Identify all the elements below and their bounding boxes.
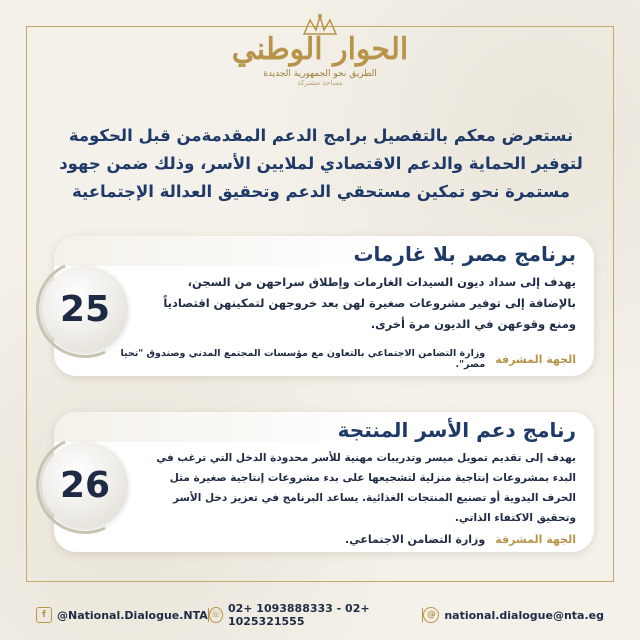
program-card <box>54 236 594 376</box>
intro-paragraph <box>40 122 602 206</box>
social-handle[interactable] <box>36 607 208 623</box>
intro-line: لتوفير الحماية والدعم الاقتصادي لملايين الأسر، وذلك ضمن جهود <box>59 154 583 173</box>
email-text: national.dialogue@nta.eg <box>444 608 604 622</box>
social-handle-text: @National.Dialogue.NTA <box>57 608 208 622</box>
brand-title: الحوار الوطني <box>231 32 409 67</box>
program-number-badge <box>42 266 128 352</box>
email-icon: @ <box>423 607 439 623</box>
sponsor-label: الجهة المشرفة <box>495 533 576 546</box>
program-number: 25 <box>59 288 111 330</box>
brand-tagline: مساحة مشتركة <box>297 79 343 87</box>
intro-line: مستمرة نحو تمكين مستحقي الدعم وتحقيق العدالة الإجتماعية <box>72 182 570 201</box>
facebook-icon: f <box>36 607 52 623</box>
sponsor-row <box>114 533 576 546</box>
sponsor-value: وزارة التضامن الاجتماعي. <box>345 533 486 546</box>
brand-subtitle: الطريق نحو الجمهورية الجديدة <box>263 69 377 79</box>
contact-footer <box>36 604 604 626</box>
phone-numbers[interactable] <box>209 602 423 628</box>
brand-logo <box>0 12 640 112</box>
sponsor-value: وزارة التضامن الاجتماعي بالتعاون مع مؤسسات المجتمع المدني وصندوق "تحيا مصر". <box>120 348 486 370</box>
intro-line: نستعرض معكم بالتفصيل برامج الدعم المقدمةمن قبل الحكومة <box>68 126 574 145</box>
sponsor-row <box>114 348 576 370</box>
phone-numbers-text: 02+ 1093888333 - 02+ 1025321555 <box>227 602 370 628</box>
program-number: 26 <box>59 464 111 506</box>
program-description: يهدف إلى سداد ديون السيدات الغارمات وإطلاق سراحهن من السجن، بالإضافة إلى توفير مشروعات صغيرة لهن بعد خروجهن لتمكينهن اقتصادياً ومنع وقوعهن في الديون مرة أخرى. <box>163 275 576 331</box>
program-description: يهدف إلى تقديم تمويل ميسر وتدريبات مهنية للأسر محدودة الدخل التي ترغب في البدء بمشروعات إنتاجية منزلية لتشجيعها على بدء مشروعات إنتاجية صغيرة مثل الحرف اليدوية أو تصنيع المنتجات الغذائية. يساعد البرنامج في تعزيز دخل الأسر وتحقيق الاكتفاء الذاتي. <box>156 452 576 524</box>
email-address[interactable] <box>423 607 604 623</box>
sponsor-label: الجهة المشرفة <box>495 352 576 366</box>
program-title: برنامج مصر بلا غارمات <box>353 242 576 266</box>
program-title: رنامج دعم الأسر المنتجة <box>337 418 576 442</box>
phone-icon: ☏ <box>209 607 223 623</box>
program-number-badge <box>42 442 128 528</box>
program-card <box>54 412 594 552</box>
